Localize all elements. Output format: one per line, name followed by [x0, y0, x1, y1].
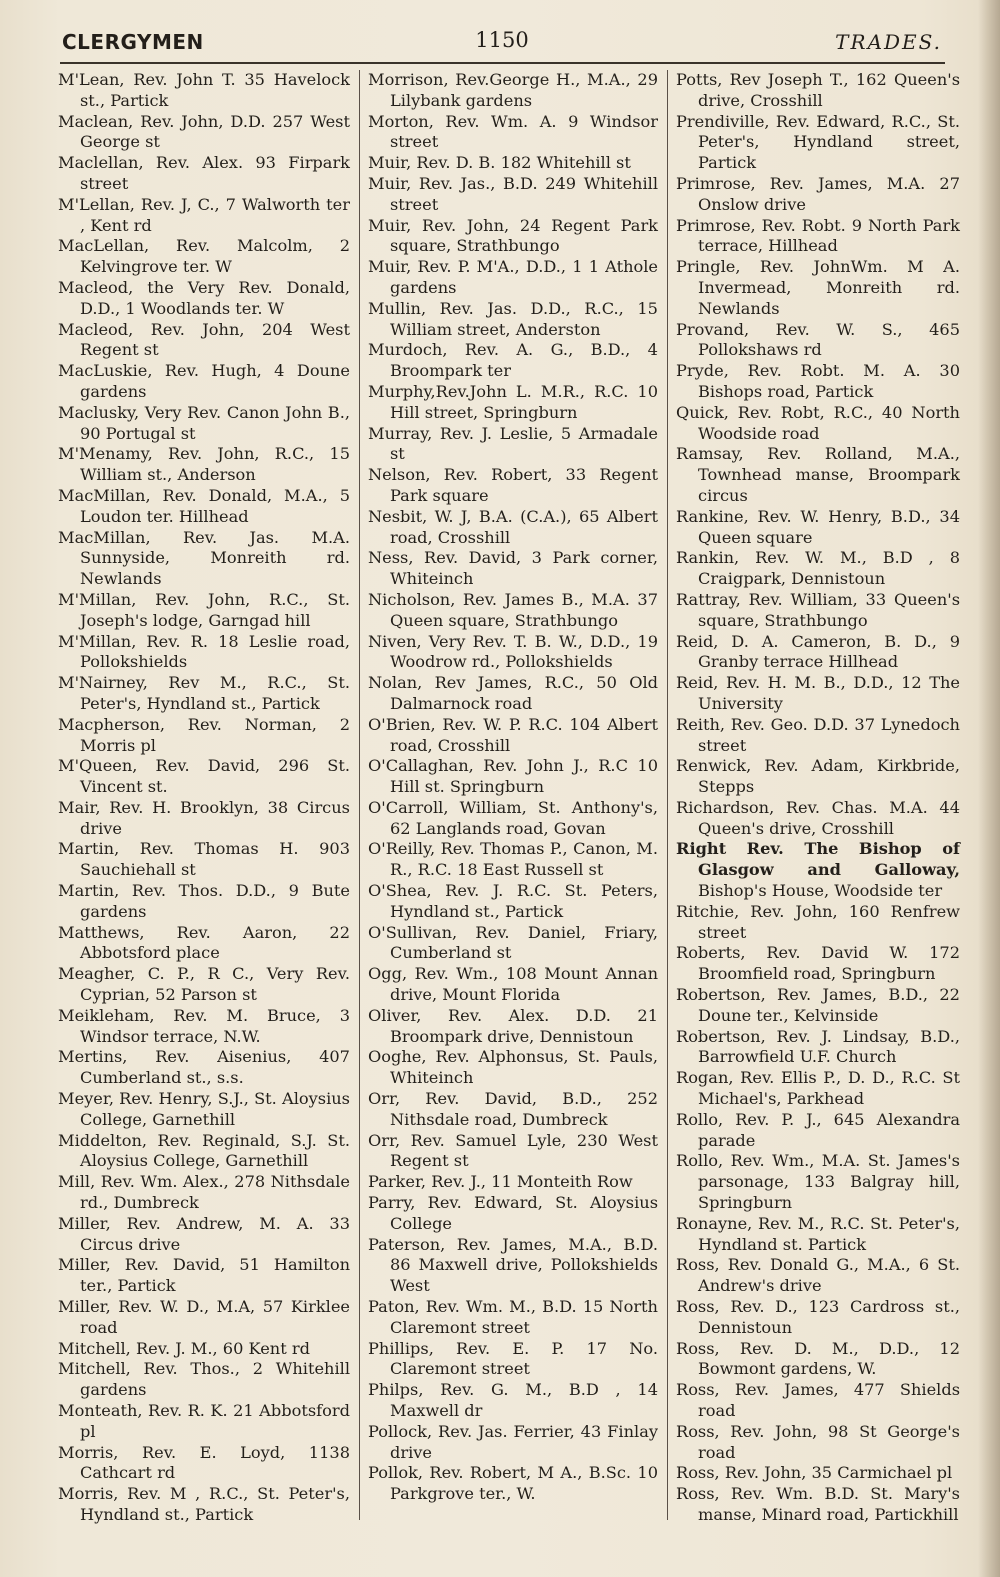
page-number: 1150: [475, 28, 529, 52]
directory-entry: Miller, Rev. David, 51 Hamilton ter., Partick: [58, 1255, 350, 1296]
directory-entry: Reid, Rev. H. M. B., D.D., 12 The University: [676, 673, 960, 713]
directory-entry: Macpherson, Rev. Norman, 2 Morris pl: [58, 714, 350, 755]
directory-entry: Paterson, Rev. James, M.A., B.D. 86 Maxwell drive, Pollokshields West: [368, 1234, 658, 1296]
directory-entry: Ogg, Rev. Wm., 108 Mount Annan drive, Mount Florida: [368, 964, 658, 1005]
directory-entry: Pollock, Rev. Jas. Ferrier, 43 Finlay drive: [368, 1421, 658, 1462]
directory-entry: Oliver, Rev. Alex. D.D. 21 Broompark drive, Dennistoun: [368, 1005, 658, 1046]
directory-entry: Primrose, Rev. James, M.A. 27 Onslow drive: [676, 173, 960, 214]
directory-entry: O'Carroll, William, St. Anthony's, 62 Langlands road, Govan: [368, 797, 658, 838]
directory-entry: Reith, Rev. Geo. D.D. 37 Lynedoch street: [676, 714, 960, 755]
directory-entry: Morris, Rev. M , R.C., St. Peter's, Hyndland st., Partick: [58, 1484, 350, 1524]
directory-entry: Monteath, Rev. R. K. 21 Abbotsford pl: [58, 1401, 350, 1441]
directory-entry: M'Menamy, Rev. John, R.C., 15 William st., Anderson: [58, 444, 350, 485]
directory-entry: Ramsay, Rev. Rolland, M.A., Townhead manse, Broompark circus: [676, 444, 960, 505]
directory-entry: Robertson, Rev. James, B.D., 22 Doune ter., Kelvinside: [676, 985, 960, 1025]
directory-entry: Ritchie, Rev. John, 160 Renfrew street: [676, 901, 960, 942]
directory-entry: Muir, Rev. D. B. 182 Whitehill st: [368, 153, 631, 173]
directory-entry: Meikleham, Rev. M. Bruce, 3 Windsor terrace, N.W.: [58, 1005, 350, 1046]
directory-entry: Meagher, C. P., R C., Very Rev. Cyprian, 52 Parson st: [58, 964, 350, 1005]
directory-entry: Mair, Rev. H. Brooklyn, 38 Circus drive: [58, 797, 350, 838]
directory-entry: Primrose, Rev. Robt. 9 North Park terrace, Hillhead: [676, 215, 960, 256]
column-divider: [667, 70, 668, 1520]
directory-entry: Ross, Rev. John, 98 St George's road: [676, 1421, 960, 1462]
directory-entry: Paton, Rev. Wm. M., B.D. 15 North Claremont street: [368, 1297, 658, 1337]
directory-entry: Maclusky, Very Rev. Canon John B., 90 Portugal st: [58, 402, 350, 443]
directory-entry: Niven, Very Rev. T. B. W., D.D., 19 Woodrow rd., Pollokshields: [368, 631, 658, 672]
directory-entry: Ross, Rev. D., 123 Cardross st., Dennistoun: [676, 1297, 960, 1337]
directory-entry: Maclellan, Rev. Alex. 93 Firpark street: [58, 153, 350, 193]
directory-entry: Morris, Rev. E. Loyd, 1138 Cathcart rd: [58, 1442, 350, 1483]
directory-entry: Ross, Rev. D. M., D.D., 12 Bowmont gardens, W.: [676, 1338, 960, 1379]
directory-entry: Nesbit, W. J, B.A. (C.A.), 65 Albert road, Crosshill: [368, 506, 658, 547]
directory-entry: Muir, Rev. Jas., B.D. 249 Whitehill street: [368, 173, 658, 214]
directory-entry: Provand, Rev. W. S., 465 Pollokshaws rd: [676, 319, 960, 360]
directory-entry: Pollok, Rev. Robert, M A., B.Sc. 10 Parkgrove ter., W.: [368, 1463, 658, 1504]
section-title: CLERGYMEN: [62, 30, 204, 54]
column-3: [676, 70, 960, 1526]
directory-entry: MacMillan, Rev. Jas. M.A. Sunnyside, Monreith rd. Newlands: [58, 527, 350, 589]
column-2: [368, 70, 658, 1505]
directory-entry: Renwick, Rev. Adam, Kirkbride, Stepps: [676, 756, 960, 797]
directory-entry: Ross, Rev. James, 477 Shields road: [676, 1380, 960, 1420]
directory-entry: M'Nairney, Rev M., R.C., St. Peter's, Hyndland st., Partick: [58, 673, 350, 713]
directory-entry: Martin, Rev. Thomas H. 903 Sauchiehall st: [58, 839, 350, 880]
directory-entry: Morrison, Rev.George H., M.A., 29 Lilybank gardens: [368, 70, 658, 110]
directory-entry: Ness, Rev. David, 3 Park corner, Whiteinch: [368, 548, 658, 589]
directory-entry: Parry, Rev. Edward, St. Aloysius College: [368, 1193, 658, 1233]
directory-entry: O'Brien, Rev. W. P. R.C. 104 Albert road, Crosshill: [368, 714, 658, 755]
directory-entry: Martin, Rev. Thos. D.D., 9 Bute gardens: [58, 881, 350, 921]
directory-entry: Phillips, Rev. E. P. 17 No. Claremont street: [368, 1338, 658, 1379]
directory-entry: O'Callaghan, Rev. John J., R.C 10 Hill st. Springburn: [368, 756, 658, 797]
directory-entry: Rogan, Rev. Ellis P., D. D., R.C. St Michael's, Parkhead: [676, 1068, 960, 1109]
page-header: [62, 24, 942, 58]
directory-entry: O'Reilly, Rev. Thomas P., Canon, M. R., R.C. 18 East Russell st: [368, 839, 658, 880]
directory-entry: M'Queen, Rev. David, 296 St. Vincent st.: [58, 756, 350, 797]
directory-entry: Nicholson, Rev. James B., M.A. 37 Queen square, Strathbungo: [368, 589, 658, 630]
directory-entry: Muir, Rev. P. M'A., D.D., 1 1 Athole gardens: [368, 257, 658, 297]
directory-entry: Ronayne, Rev. M., R.C. St. Peter's, Hyndland st. Partick: [676, 1213, 960, 1254]
directory-entry: Ross, Rev. Wm. B.D. St. Mary's manse, Minard road, Partickhill: [676, 1484, 960, 1524]
directory-entry: Nelson, Rev. Robert, 33 Regent Park square: [368, 465, 658, 505]
directory-entry: Orr, Rev. David, B.D., 252 Nithsdale road, Dumbreck: [368, 1089, 658, 1129]
directory-entry: Richardson, Rev. Chas. M.A. 44 Queen's drive, Crosshill: [676, 797, 960, 838]
directory-entry: Nolan, Rev James, R.C., 50 Old Dalmarnock road: [368, 673, 658, 713]
directory-entry: Ross, Rev. John, 35 Carmichael pl: [676, 1463, 953, 1483]
directory-entry: Maclean, Rev. John, D.D. 257 West George st: [58, 111, 350, 152]
directory-entry: Roberts, Rev. David W. 172 Broomfield road, Springburn: [676, 943, 960, 984]
directory-entry: Mitchell, Rev. Thos., 2 Whitehill gardens: [58, 1359, 350, 1400]
directory-entry: Mullin, Rev. Jas. D.D., R.C., 15 William street, Anderston: [368, 298, 658, 339]
directory-entry: Prendiville, Rev. Edward, R.C., St. Peter's, Hyndland street, Partick: [676, 111, 960, 173]
directory-entry: MacLuskie, Rev. Hugh, 4 Doune gardens: [58, 361, 350, 401]
directory-entry: Murphy,Rev.John L. M.R., R.C. 10 Hill street, Springburn: [368, 381, 658, 422]
directory-entry: Pryde, Rev. Robt. M. A. 30 Bishops road, Partick: [676, 361, 960, 401]
directory-entry: Mill, Rev. Wm. Alex., 278 Nithsdale rd., Dumbreck: [58, 1172, 350, 1213]
directory-entry: Mertins, Rev. Aisenius, 407 Cumberland st., s.s.: [58, 1047, 350, 1088]
directory-entry: O'Sullivan, Rev. Daniel, Friary, Cumberland st: [368, 922, 658, 963]
directory-entry: Rankin, Rev. W. M., B.D , 8 Craigpark, Dennistoun: [676, 548, 960, 589]
directory-entry: Quick, Rev. Robt, R.C., 40 North Woodside road: [676, 402, 960, 443]
category-title: TRADES.: [835, 30, 942, 54]
page-edge-shadow: [978, 0, 1000, 1577]
directory-entry: Macleod, the Very Rev. Donald, D.D., 1 Woodlands ter. W: [58, 277, 350, 318]
directory-entry: [676, 839, 960, 901]
directory-entry: Miller, Rev. W. D., M.A, 57 Kirklee road: [58, 1297, 350, 1337]
directory-entry: Mitchell, Rev. J. M., 60 Kent rd: [58, 1338, 310, 1358]
directory-entry: Orr, Rev. Samuel Lyle, 230 West Regent st: [368, 1130, 658, 1171]
header-rule: [60, 62, 945, 64]
directory-entry: Rollo, Rev. P. J., 645 Alexandra parade: [676, 1109, 960, 1150]
directory-entry: MacMillan, Rev. Donald, M.A., 5 Loudon ter. Hillhead: [58, 485, 350, 526]
directory-entry: Reid, D. A. Cameron, B. D., 9 Granby terrace Hillhead: [676, 631, 960, 672]
entry-address: Bishop's House, Woodside ter: [698, 881, 943, 901]
directory-entry: Rankine, Rev. W. Henry, B.D., 34 Queen square: [676, 506, 960, 547]
directory-entry: MacLellan, Rev. Malcolm, 2 Kelvingrove ter. W: [58, 236, 350, 277]
directory-entry: Potts, Rev Joseph T., 162 Queen's drive, Crosshill: [676, 70, 960, 110]
directory-entry: Meyer, Rev. Henry, S.J., St. Aloysius College, Garnethill: [58, 1089, 350, 1129]
directory-entry: Miller, Rev. Andrew, M. A. 33 Circus drive: [58, 1213, 350, 1254]
directory-entry: M'Lellan, Rev. J, C., 7 Walworth ter , Kent rd: [58, 194, 350, 235]
directory-entry: Pringle, Rev. JohnWm. M A. Invermead, Monreith rd. Newlands: [676, 257, 960, 318]
directory-entry: O'Shea, Rev. J. R.C. St. Peters, Hyndland st., Partick: [368, 881, 658, 921]
directory-entry: Rattray, Rev. William, 33 Queen's square, Strathbungo: [676, 589, 960, 630]
directory-entry: M'Lean, Rev. John T. 35 Havelock st., Partick: [58, 70, 350, 110]
directory-entry: Rollo, Rev. Wm., M.A. St. James's parsonage, 133 Balgray hill, Springburn: [676, 1151, 960, 1213]
entry-bold-name: Right Rev. The Bishop of Glasgow and Galloway,: [676, 839, 960, 880]
directory-entry: Morton, Rev. Wm. A. 9 Windsor street: [368, 111, 658, 152]
directory-entry: Macleod, Rev. John, 204 West Regent st: [58, 319, 350, 360]
column-divider: [359, 70, 360, 1520]
directory-entry: M'Millan, Rev. John, R.C., St. Joseph's lodge, Garngad hill: [58, 589, 350, 630]
directory-entry: Middelton, Rev. Reginald, S.J. St. Aloysius College, Garnethill: [58, 1130, 350, 1171]
directory-entry: Murray, Rev. J. Leslie, 5 Armadale st: [368, 423, 658, 464]
directory-entry: Matthews, Rev. Aaron, 22 Abbotsford place: [58, 922, 350, 963]
directory-entry: Muir, Rev. John, 24 Regent Park square, Strathbungo: [368, 215, 658, 256]
directory-entry: Philps, Rev. G. M., B.D , 14 Maxwell dr: [368, 1380, 658, 1420]
directory-entry: Robertson, Rev. J. Lindsay, B.D., Barrowfield U.F. Church: [676, 1026, 960, 1067]
directory-entry: Parker, Rev. J., 11 Monteith Row: [368, 1172, 633, 1192]
directory-entry: Ooghe, Rev. Alphonsus, St. Pauls, Whiteinch: [368, 1047, 658, 1088]
directory-entry: Ross, Rev. Donald G., M.A., 6 St. Andrew's drive: [676, 1255, 960, 1296]
directory-entry: M'Millan, Rev. R. 18 Leslie road, Pollokshields: [58, 631, 350, 672]
column-1: [58, 70, 350, 1526]
directory-entry: Murdoch, Rev. A. G., B.D., 4 Broompark ter: [368, 340, 658, 381]
